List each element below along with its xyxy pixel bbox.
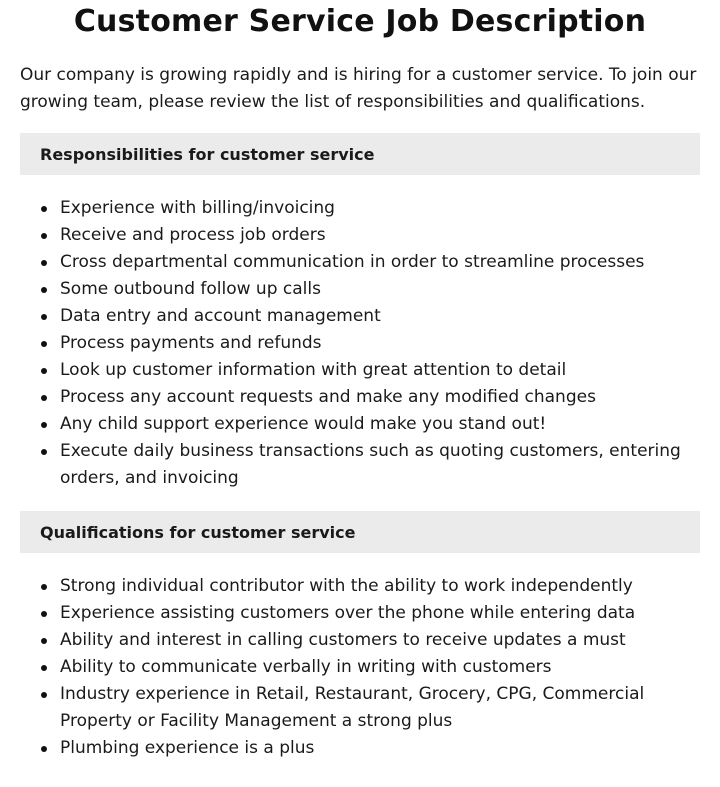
bullet-icon [41, 692, 47, 698]
list-item-text: Process payments and refunds [60, 333, 322, 353]
bullet-icon [41, 395, 47, 401]
list-item-text: Experience assisting customers over the phone while entering data [60, 603, 636, 623]
bullet-icon [41, 260, 47, 266]
list-item [20, 654, 700, 681]
bullet-icon [41, 233, 47, 239]
list-item-text: Execute daily business transactions such as quoting customers, entering orders, and invoicing [60, 441, 681, 488]
list-item [20, 222, 700, 249]
list-item-text: Ability and interest in calling customers to receive updates a must [60, 630, 626, 650]
list-item [20, 681, 700, 735]
bullet-icon [41, 638, 47, 644]
list-item [20, 438, 700, 492]
bullet-icon [41, 341, 47, 347]
bullet-icon [41, 746, 47, 752]
list-item-text: Plumbing experience is a plus [60, 738, 315, 758]
responsibilities-list [20, 195, 700, 492]
list-item [20, 600, 700, 627]
list-item [20, 411, 700, 438]
bullet-icon [41, 368, 47, 374]
list-item-text: Look up customer information with great attention to detail [60, 360, 567, 380]
list-item [20, 357, 700, 384]
list-item-text: Industry experience in Retail, Restaurant, Grocery, CPG, Commercial Property or Facility Management a strong plus [60, 684, 645, 731]
list-item [20, 330, 700, 357]
list-item-text: Any child support experience would make you stand out! [60, 414, 547, 434]
list-item [20, 249, 700, 276]
qualifications-heading: Qualifications for customer service [20, 511, 700, 553]
list-item-text: Experience with billing/invoicing [60, 198, 335, 218]
intro-paragraph: Our company is growing rapidly and is hiring for a customer service. To join our growing team, please review the list of responsibilities and qualifications. [20, 65, 697, 112]
list-item [20, 195, 700, 222]
list-item [20, 276, 700, 303]
bullet-icon [41, 449, 47, 455]
bullet-icon [41, 287, 47, 293]
bullet-icon [41, 314, 47, 320]
list-item-text: Some outbound follow up calls [60, 279, 321, 299]
responsibilities-heading: Responsibilities for customer service [20, 133, 700, 175]
bullet-icon [41, 665, 47, 671]
list-item-text: Cross departmental communication in order to streamline processes [60, 252, 645, 272]
list-item [20, 627, 700, 654]
bullet-icon [41, 206, 47, 212]
list-item [20, 735, 700, 762]
page-title: Customer Service Job Description [73, 4, 647, 39]
list-item-text: Data entry and account management [60, 306, 381, 326]
list-item-text: Ability to communicate verbally in writing with customers [60, 657, 552, 677]
qualifications-list [20, 573, 700, 762]
bullet-icon [41, 422, 47, 428]
list-item [20, 384, 700, 411]
list-item-text: Receive and process job orders [60, 225, 326, 245]
list-item-text: Strong individual contributor with the ability to work independently [60, 576, 633, 596]
list-item [20, 303, 700, 330]
list-item [20, 573, 700, 600]
list-item-text: Process any account requests and make any modified changes [60, 387, 596, 407]
bullet-icon [41, 584, 47, 590]
bullet-icon [41, 611, 47, 617]
